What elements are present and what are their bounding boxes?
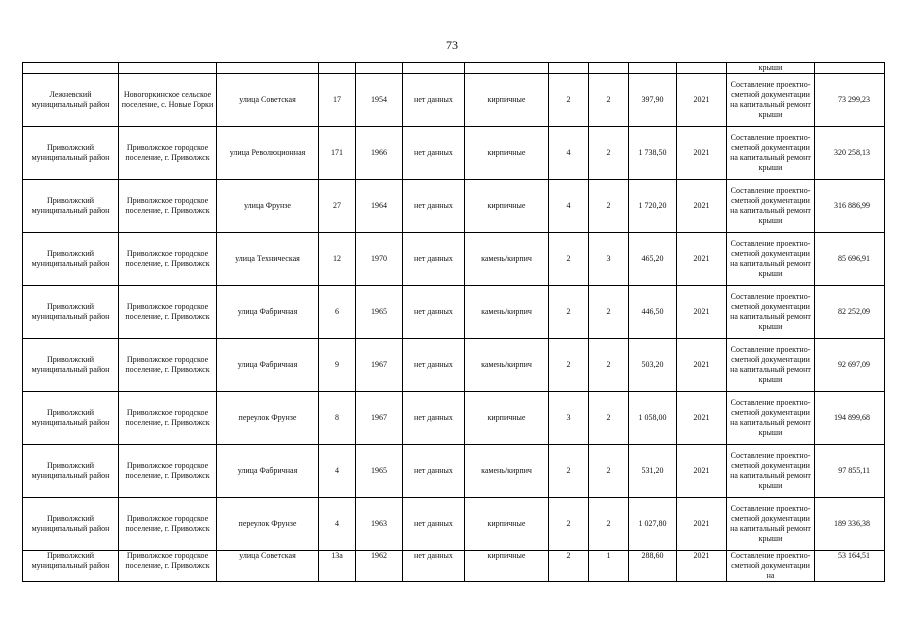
- area-cell: 1 027,80: [629, 498, 677, 551]
- year-cell: 1965: [356, 286, 403, 339]
- material-cell: кирпичные: [465, 498, 549, 551]
- entrances-cell: 2: [589, 74, 629, 127]
- area-cell: 465,20: [629, 233, 677, 286]
- settlement-cell: Приволжское городское поселение, г. Приволжск: [119, 286, 217, 339]
- data-cell: нет данных: [403, 392, 465, 445]
- settlement-cell: Приволжское городское поселение, г. Приволжск: [119, 445, 217, 498]
- table-row: [23, 74, 885, 127]
- year-cell: 1963: [356, 498, 403, 551]
- table-row: [23, 551, 885, 582]
- street-cell: улица Революционная: [217, 127, 319, 180]
- cost-cell: 189 336,38: [815, 498, 885, 551]
- street-cell: улица Советская: [217, 74, 319, 127]
- area-cell: 1 720,20: [629, 180, 677, 233]
- work-cell: Составление проектно-сметной документации на капитальный ремонт крыши: [727, 74, 815, 127]
- house-cell: 13а: [319, 551, 356, 582]
- entrances-cell: 2: [589, 392, 629, 445]
- entrances-cell: 2: [589, 180, 629, 233]
- district-cell: Приволжский муниципальный район: [23, 445, 119, 498]
- plan-year-cell: 2021: [677, 339, 727, 392]
- cost-cell: 320 258,13: [815, 127, 885, 180]
- data-cell: нет данных: [403, 286, 465, 339]
- plan-year-cell: 2021: [677, 286, 727, 339]
- district-cell: Приволжский муниципальный район: [23, 392, 119, 445]
- work-cell: Составление проектно-сметной документации на капитальный ремонт крыши: [727, 392, 815, 445]
- district-cell: Приволжский муниципальный район: [23, 180, 119, 233]
- year-cell: 1954: [356, 74, 403, 127]
- floors-cell: 2: [549, 74, 589, 127]
- material-cell: кирпичные: [465, 74, 549, 127]
- cost-cell: 73 299,23: [815, 74, 885, 127]
- plan-year-cell: 2021: [677, 498, 727, 551]
- work-cell: Составление проектно-сметной документации на капитальный ремонт крыши: [727, 445, 815, 498]
- data-cell: нет данных: [403, 233, 465, 286]
- entrances-cell: 2: [589, 127, 629, 180]
- settlement-cell: Приволжское городское поселение, г. Приволжск: [119, 498, 217, 551]
- district-cell: Приволжский муниципальный район: [23, 127, 119, 180]
- settlement-cell: Приволжское городское поселение, г. Приволжск: [119, 180, 217, 233]
- street-cell: улица Техническая: [217, 233, 319, 286]
- entrances-cell: 2: [589, 339, 629, 392]
- house-cell: 171: [319, 127, 356, 180]
- area-cell: 531,20: [629, 445, 677, 498]
- district-cell: Приволжский муниципальный район: [23, 498, 119, 551]
- street-cell: улица Фабричная: [217, 445, 319, 498]
- house-cell: 17: [319, 74, 356, 127]
- floors-cell: 2: [549, 339, 589, 392]
- table-row: [23, 233, 885, 286]
- data-cell: нет данных: [403, 445, 465, 498]
- work-cell: Составление проектно-сметной документации на капитальный ремонт крыши: [727, 180, 815, 233]
- cost-cell: 92 697,09: [815, 339, 885, 392]
- area-cell: 503,20: [629, 339, 677, 392]
- plan-year-cell: 2021: [677, 127, 727, 180]
- house-cell: 27: [319, 180, 356, 233]
- plan-year-cell: 2021: [677, 180, 727, 233]
- settlement-cell: Приволжское городское поселение, г. Приволжск: [119, 127, 217, 180]
- settlement-cell: Приволжское городское поселение, г. Приволжск: [119, 233, 217, 286]
- year-cell: 1966: [356, 127, 403, 180]
- material-cell: камень/кирпич: [465, 339, 549, 392]
- street-cell: переулок Фрунзе: [217, 392, 319, 445]
- data-cell: нет данных: [403, 74, 465, 127]
- floors-cell: 2: [549, 445, 589, 498]
- floors-cell: 2: [549, 498, 589, 551]
- material-cell: камень/кирпич: [465, 286, 549, 339]
- district-cell: Приволжский муниципальный район: [23, 339, 119, 392]
- year-cell: 1965: [356, 445, 403, 498]
- house-cell: 4: [319, 498, 356, 551]
- area-cell: 288,60: [629, 551, 677, 582]
- table-row: [23, 445, 885, 498]
- table-row: [23, 286, 885, 339]
- data-cell: нет данных: [403, 498, 465, 551]
- entrances-cell: 3: [589, 233, 629, 286]
- work-cell: Составление проектно-сметной документации на капитальный ремонт крыши: [727, 127, 815, 180]
- work-cell: Составление проектно-сметной документации на: [727, 551, 815, 582]
- settlement-cell: Приволжское городское поселение, г. Приволжск: [119, 339, 217, 392]
- page-number: 73: [446, 38, 458, 52]
- table-row: [23, 392, 885, 445]
- table-row: [23, 127, 885, 180]
- street-cell: улица Фабричная: [217, 286, 319, 339]
- floors-cell: 4: [549, 127, 589, 180]
- floors-cell: 2: [549, 286, 589, 339]
- table-row-continuation: [23, 63, 885, 74]
- settlement-cell: Приволжское городское поселение, г. Приволжск: [119, 392, 217, 445]
- house-cell: 12: [319, 233, 356, 286]
- work-cell: крыши: [727, 63, 815, 74]
- material-cell: камень/кирпич: [465, 233, 549, 286]
- entrances-cell: 2: [589, 445, 629, 498]
- area-cell: 1 738,50: [629, 127, 677, 180]
- table-row: [23, 339, 885, 392]
- street-cell: переулок Фрунзе: [217, 498, 319, 551]
- house-cell: 4: [319, 445, 356, 498]
- floors-cell: 2: [549, 551, 589, 582]
- plan-year-cell: 2021: [677, 392, 727, 445]
- year-cell: 1967: [356, 339, 403, 392]
- district-cell: Лежневский муниципальный район: [23, 74, 119, 127]
- house-cell: 8: [319, 392, 356, 445]
- data-cell: нет данных: [403, 551, 465, 582]
- street-cell: улица Советская: [217, 551, 319, 582]
- floors-cell: 4: [549, 180, 589, 233]
- material-cell: кирпичные: [465, 551, 549, 582]
- floors-cell: 2: [549, 233, 589, 286]
- cost-cell: 53 164,51: [815, 551, 885, 582]
- area-cell: 397,90: [629, 74, 677, 127]
- year-cell: 1962: [356, 551, 403, 582]
- table-row: [23, 498, 885, 551]
- district-cell: Приволжский муниципальный район: [23, 286, 119, 339]
- entrances-cell: 2: [589, 498, 629, 551]
- year-cell: 1967: [356, 392, 403, 445]
- area-cell: 1 058,00: [629, 392, 677, 445]
- district-cell: Приволжский муниципальный район: [23, 233, 119, 286]
- material-cell: камень/кирпич: [465, 445, 549, 498]
- work-cell: Составление проектно-сметной документации на капитальный ремонт крыши: [727, 339, 815, 392]
- year-cell: 1964: [356, 180, 403, 233]
- house-cell: 6: [319, 286, 356, 339]
- table-row: [23, 180, 885, 233]
- street-cell: улица Фрунзе: [217, 180, 319, 233]
- material-cell: кирпичные: [465, 180, 549, 233]
- entrances-cell: 1: [589, 551, 629, 582]
- work-cell: Составление проектно-сметной документации на капитальный ремонт крыши: [727, 233, 815, 286]
- street-cell: улица Фабричная: [217, 339, 319, 392]
- house-cell: 9: [319, 339, 356, 392]
- plan-year-cell: 2021: [677, 233, 727, 286]
- year-cell: 1970: [356, 233, 403, 286]
- repair-plan-table: [22, 62, 885, 582]
- data-cell: нет данных: [403, 339, 465, 392]
- cost-cell: 85 696,91: [815, 233, 885, 286]
- material-cell: кирпичные: [465, 127, 549, 180]
- district-cell: Приволжский муниципальный район: [23, 551, 119, 582]
- data-cell: нет данных: [403, 180, 465, 233]
- settlement-cell: Новогоркинское сельское поселение, с. Новые Горки: [119, 74, 217, 127]
- cost-cell: 316 886,99: [815, 180, 885, 233]
- work-cell: Составление проектно-сметной документации на капитальный ремонт крыши: [727, 498, 815, 551]
- plan-year-cell: 2021: [677, 74, 727, 127]
- cost-cell: 82 252,09: [815, 286, 885, 339]
- data-cell: нет данных: [403, 127, 465, 180]
- entrances-cell: 2: [589, 286, 629, 339]
- cost-cell: 194 899,68: [815, 392, 885, 445]
- settlement-cell: Приволжское городское поселение, г. Приволжск: [119, 551, 217, 582]
- cost-cell: 97 855,11: [815, 445, 885, 498]
- area-cell: 446,50: [629, 286, 677, 339]
- work-cell: Составление проектно-сметной документации на капитальный ремонт крыши: [727, 286, 815, 339]
- plan-year-cell: 2021: [677, 445, 727, 498]
- material-cell: кирпичные: [465, 392, 549, 445]
- floors-cell: 3: [549, 392, 589, 445]
- plan-year-cell: 2021: [677, 551, 727, 582]
